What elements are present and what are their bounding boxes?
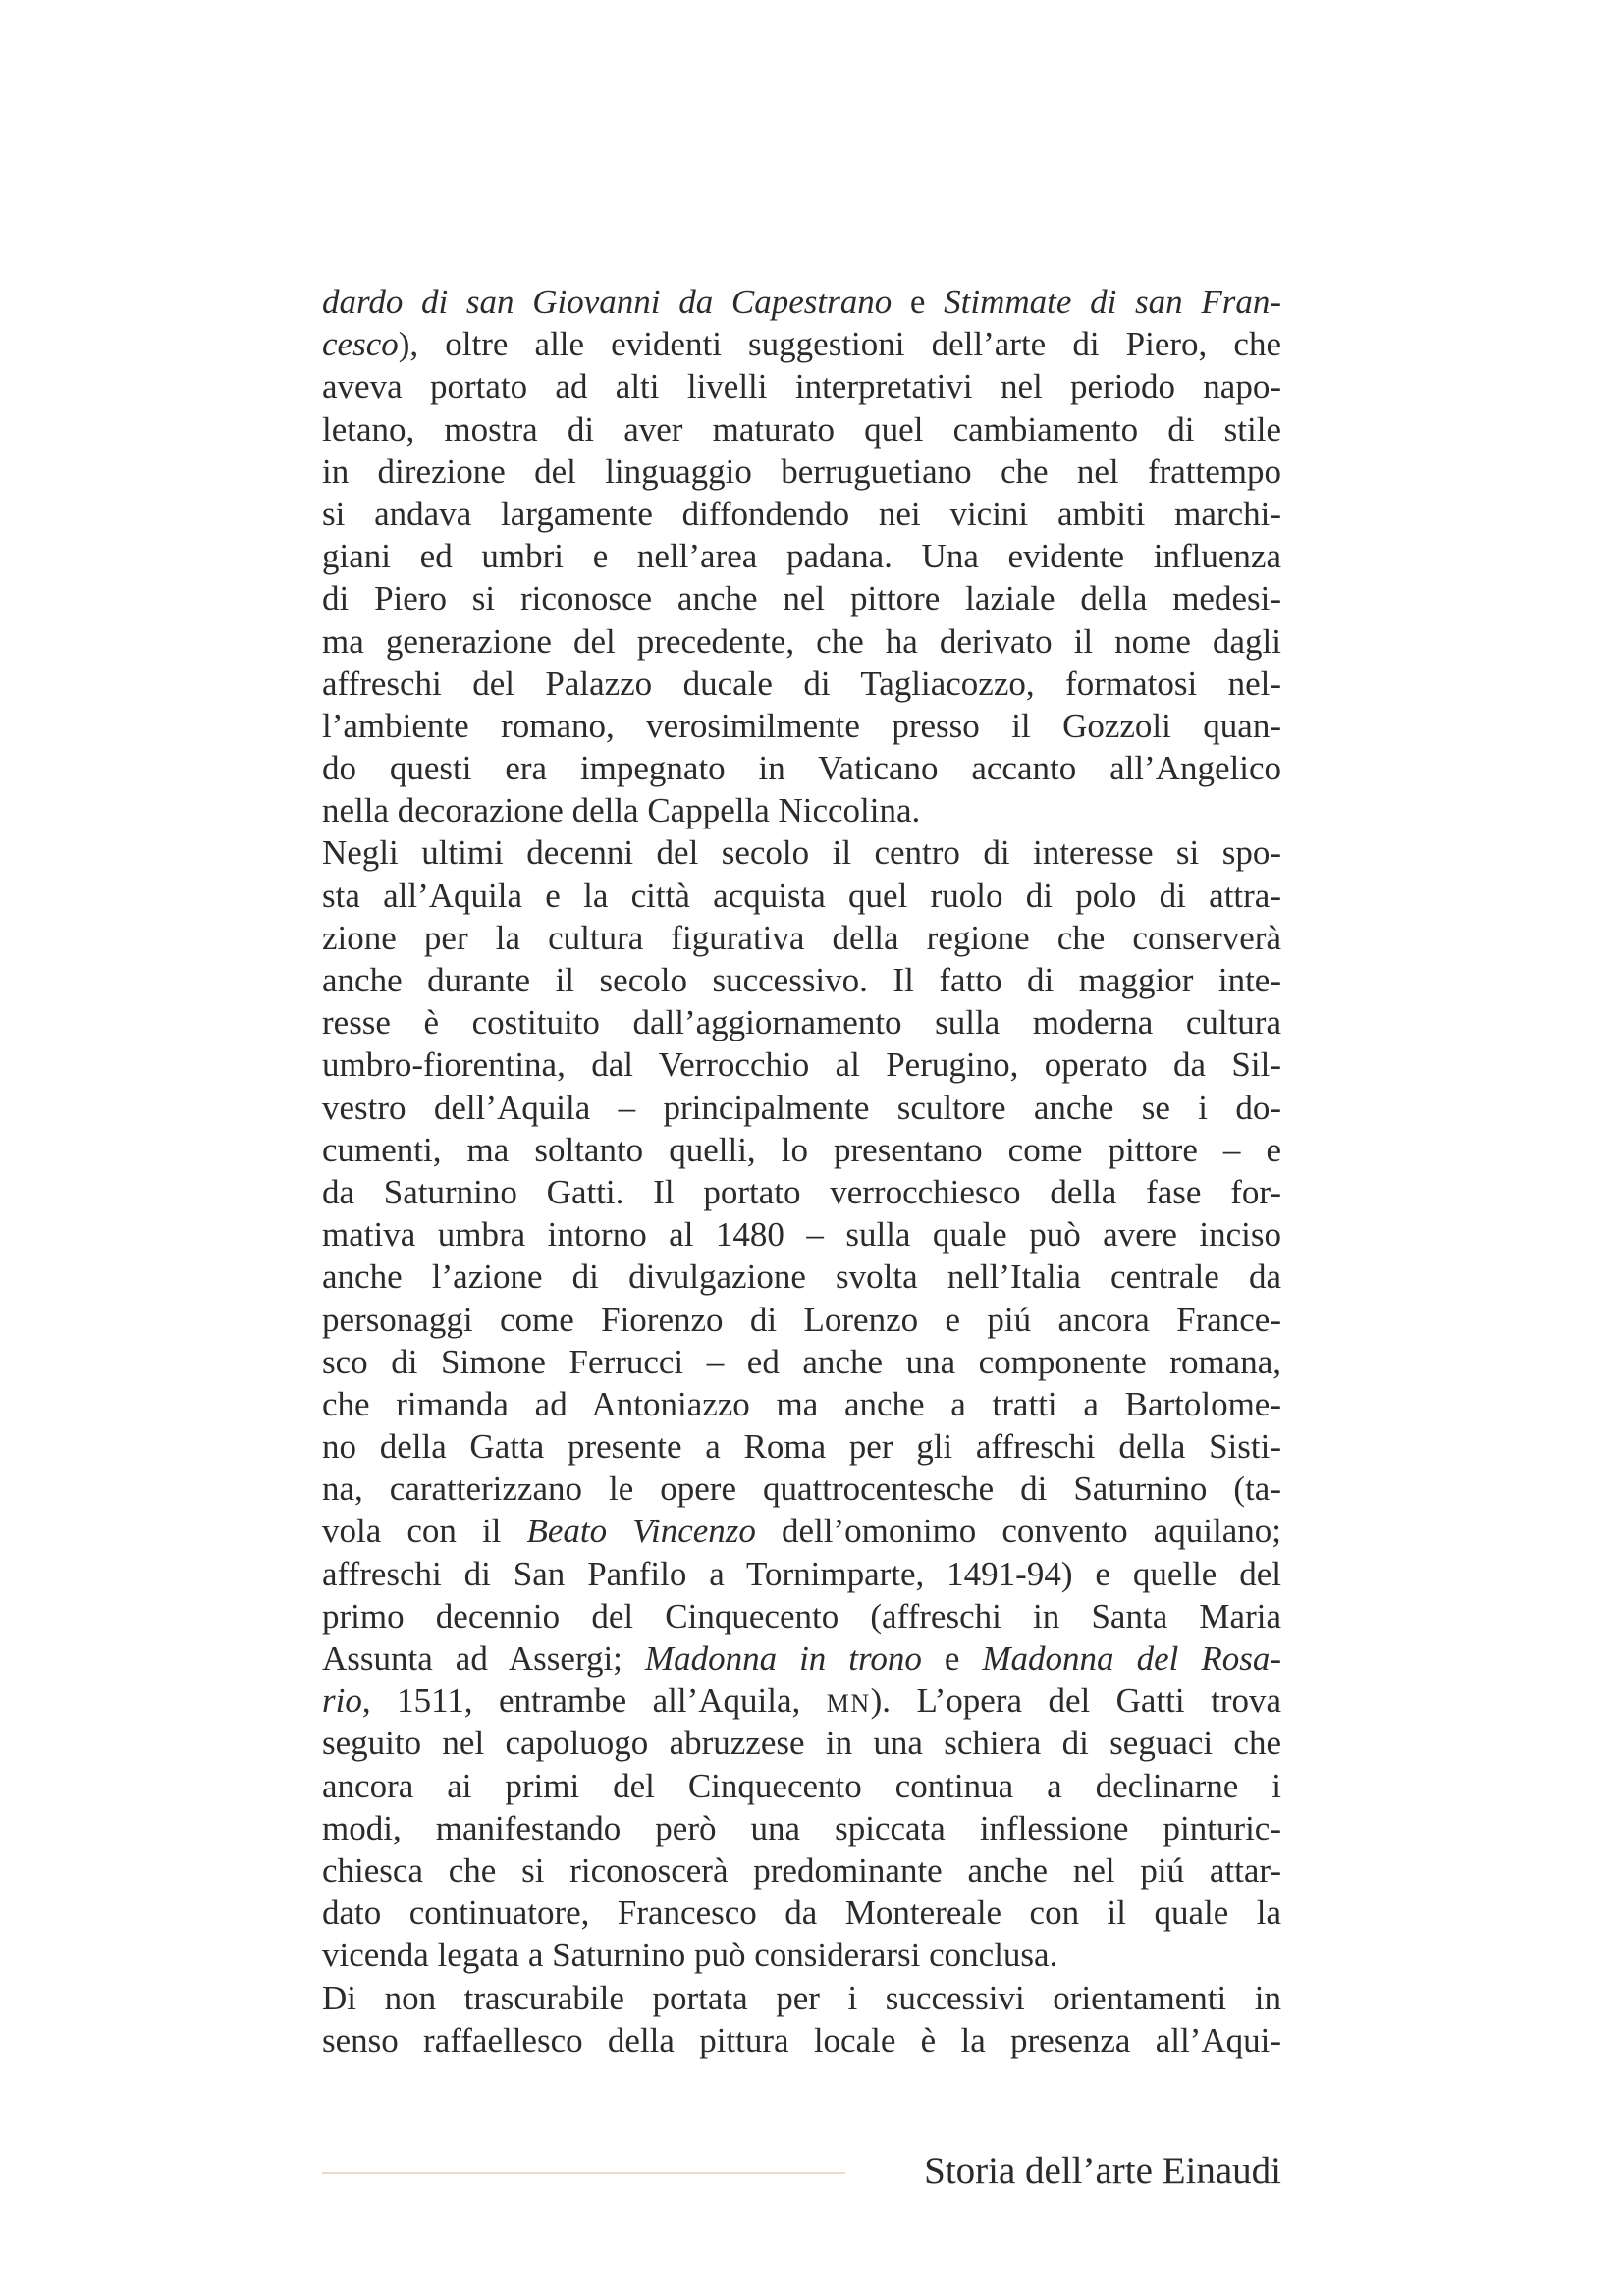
- text-segment: cumenti, ma soltanto quelli, lo presentano come pittore – e: [322, 1130, 1281, 1169]
- text-segment: vestro dell’Aquila – principalmente scultore anche se i do-: [322, 1088, 1281, 1127]
- text-segment: seguito nel capoluogo abruzzese in una schiera di seguaci che: [322, 1724, 1281, 1763]
- text-line: [322, 1807, 1281, 1849]
- text-line: [322, 493, 1281, 535]
- text-line: [322, 1595, 1281, 1637]
- text-segment: ma generazione del precedente, che ha derivato il nome dagli: [322, 621, 1281, 661]
- text-segment: modi, manifestando però una spiccata inflessione pinturic-: [322, 1808, 1281, 1847]
- text-segment: dell’omonimo convento aquilano;: [755, 1512, 1281, 1551]
- italic-title: Madonna del Rosa-: [982, 1639, 1281, 1678]
- text-line: [322, 959, 1281, 1001]
- text-line: [322, 281, 1281, 323]
- text-segment: anche l’azione di divulgazione svolta nell’Italia centrale da: [322, 1257, 1281, 1297]
- footer-title: Storia dell’arte Einaudi: [924, 2150, 1281, 2192]
- text-segment: no della Gatta presente a Roma per gli affreschi della Sisti-: [322, 1427, 1281, 1467]
- text-segment: da Saturnino Gatti. Il portato verrocchiesco della fase for-: [322, 1172, 1281, 1211]
- text-segment: Di non trascurabile portata per i successivi orientamenti in: [322, 1978, 1281, 2017]
- text-segment: resse è costituito dall’aggiornamento sulla moderna cultura: [322, 1003, 1281, 1042]
- text-segment: Negli ultimi decenni del secolo il centro di interesse si spo-: [322, 833, 1281, 873]
- text-line: [322, 1680, 1281, 1722]
- italic-title: Madonna in trono: [644, 1639, 922, 1678]
- text-segment: vola con il: [322, 1512, 527, 1551]
- text-line: [322, 1722, 1281, 1764]
- text-segment: umbro-fiorentina, dal Verrocchio al Perugino, operato da Sil-: [322, 1045, 1281, 1085]
- text-line: [322, 1087, 1281, 1129]
- text-segment: letano, mostra di aver maturato quel cambiamento di stile: [322, 409, 1281, 449]
- text-line: [322, 408, 1281, 451]
- text-segment: personaggi come Fiorenzo di Lorenzo e piú ancora France-: [322, 1300, 1281, 1339]
- paragraph: [322, 1977, 1281, 2061]
- text-line: [322, 747, 1281, 789]
- text-segment: l’ambiente romano, verosimilmente presso il Gozzoli quan-: [322, 706, 1281, 745]
- italic-title: cesco: [322, 325, 399, 364]
- text-segment: senso raffaellesco della pittura locale è la presenza all’Aqui-: [322, 2020, 1281, 2059]
- text-line: [322, 1553, 1281, 1595]
- text-segment: na, caratterizzano le opere quattrocentesche di Saturnino (ta-: [322, 1469, 1281, 1509]
- text-segment: affreschi di San Panfilo a Tornimparte, 1491-94) e quelle del: [322, 1554, 1281, 1593]
- text-segment: dato continuatore, Francesco da Montereale con il quale la: [322, 1894, 1281, 1933]
- text-line: [322, 365, 1281, 407]
- text-line: [322, 1977, 1281, 2019]
- footer-rule: [322, 2172, 845, 2174]
- text-segment: aveva portato ad alti livelli interpretativi nel periodo napo-: [322, 367, 1281, 406]
- text-segment: in direzione del linguaggio berruguetiano che nel frattempo: [322, 452, 1281, 491]
- body-text: [322, 281, 1281, 2061]
- text-line: [322, 1510, 1281, 1552]
- text-line: [322, 1213, 1281, 1255]
- text-line: [322, 1043, 1281, 1086]
- text-segment: affreschi del Palazzo ducale di Tagliacozzo, formatosi nel-: [322, 664, 1281, 703]
- text-segment: zione per la cultura figurativa della regione che conserverà: [322, 918, 1281, 957]
- text-segment: vicenda legata a Saturnino può considerarsi conclusa.: [322, 1936, 1058, 1975]
- text-line: [322, 323, 1281, 365]
- text-line: [322, 2019, 1281, 2061]
- text-segment: e: [921, 1639, 983, 1678]
- text-segment: di Piero si riconosce anche nel pittore laziale della medesi-: [322, 579, 1281, 618]
- text-line: [322, 1299, 1281, 1341]
- italic-title: Stimmate di san Fran-: [944, 283, 1281, 321]
- text-segment: ), oltre alle evidenti suggestioni dell’arte di Piero, che: [398, 325, 1281, 364]
- text-segment: anche durante il secolo successivo. Il fatto di maggior inte-: [322, 961, 1281, 999]
- text-line: [322, 1892, 1281, 1934]
- text-line: [322, 535, 1281, 577]
- text-line: [322, 1765, 1281, 1807]
- text-segment: si andava largamente diffondendo nei vicini ambiti marchi-: [322, 494, 1281, 533]
- text-segment: ancora ai primi del Cinquecento continua a declinarne i: [322, 1766, 1281, 1805]
- paragraph: [322, 831, 1281, 1976]
- text-line: [322, 1129, 1281, 1171]
- text-line: [322, 451, 1281, 493]
- text-line: [322, 1255, 1281, 1298]
- text-line: [322, 663, 1281, 705]
- text-line: [322, 917, 1281, 959]
- text-line: [322, 1383, 1281, 1425]
- italic-title: rio: [322, 1682, 362, 1721]
- text-line: [322, 1425, 1281, 1468]
- paragraph: [322, 281, 1281, 831]
- text-segment: sco di Simone Ferrucci – ed anche una componente romana,: [322, 1342, 1281, 1381]
- text-segment: ). L’opera del Gatti trova: [870, 1682, 1282, 1721]
- abbreviation: MN: [826, 1689, 871, 1719]
- text-line: [322, 1849, 1281, 1892]
- text-line: [322, 577, 1281, 619]
- text-line: [322, 620, 1281, 663]
- italic-title: Beato Vincenzo: [526, 1512, 756, 1551]
- text-line: [322, 831, 1281, 874]
- text-line: [322, 705, 1281, 747]
- text-segment: e: [892, 283, 945, 321]
- text-segment: primo decennio del Cinquecento (affreschi in Santa Maria: [322, 1596, 1281, 1635]
- text-segment: nella decorazione della Cappella Niccolina.: [322, 791, 921, 830]
- text-segment: mativa umbra intorno al 1480 – sulla quale può avere inciso: [322, 1215, 1281, 1255]
- text-segment: chiesca che si riconoscerà predominante anche nel piú attar-: [322, 1850, 1281, 1890]
- text-line: [322, 1637, 1281, 1680]
- text-segment: , 1511, entrambe all’Aquila,: [361, 1682, 827, 1721]
- text-line: [322, 1468, 1281, 1510]
- text-segment: Assunta ad Assergi;: [322, 1639, 645, 1678]
- text-line: [322, 1001, 1281, 1043]
- text-segment: sta all’Aquila e la città acquista quel ruolo di polo di attra-: [322, 876, 1281, 915]
- text-line: [322, 1171, 1281, 1213]
- text-segment: che rimanda ad Antoniazzo ma anche a tratti a Bartolome-: [322, 1384, 1281, 1423]
- text-line: [322, 789, 1281, 831]
- text-line: [322, 1934, 1281, 1976]
- text-segment: do questi era impegnato in Vaticano accanto all’Angelico: [322, 749, 1281, 788]
- text-line: [322, 1341, 1281, 1383]
- text-segment: giani ed umbri e nell’area padana. Una evidente influenza: [322, 537, 1281, 576]
- italic-title: dardo di san Giovanni da Capestrano: [322, 283, 893, 321]
- text-line: [322, 875, 1281, 917]
